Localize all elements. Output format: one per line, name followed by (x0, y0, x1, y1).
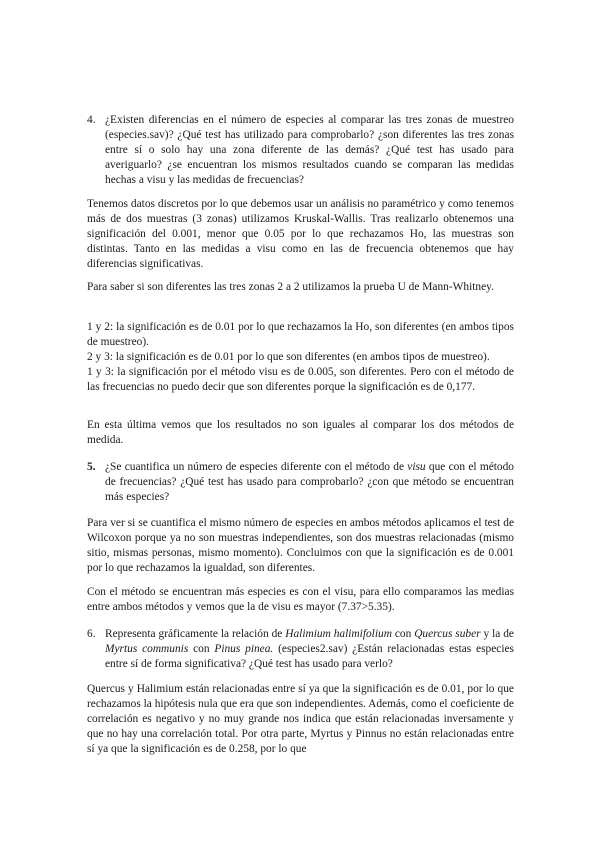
species-myrtus-communis: Myrtus communis (105, 643, 189, 655)
question-6 (87, 627, 514, 672)
answer-5-paragraph-1: Para ver si se cuantifica el mismo número de especies en ambos métodos aplicamos el test de Wilcoxon porque ya no son muestras independientes, son dos muestras relacionadas (mismo sitio, mismas personas, mismo momento). Concluimos con que la significación es de 0.001 por lo que rechazamos la igualdad, son diferentes. (87, 517, 514, 574)
question-6-text (105, 627, 514, 672)
answer-4-pair-2-3: 2 y 3: la significación es de 0.01 por lo que son diferentes (en ambos tipos de muestreo). (87, 351, 490, 363)
question-5 (87, 460, 514, 505)
question-4-text: ¿Existen diferencias en el número de especies al comparar las tres zonas de muestreo (especies.sav)? ¿Qué test has utilizado para comprobarlo? ¿son diferentes las tres zonas entre sí o solo hay una zona diferente de las demás? ¿Qué test has usado para averiguarlo? ¿se encuentran los mismos resultados cuando se comparan las medidas hechas a visu y las medidas de frecuencias? (105, 114, 514, 186)
answer-5-paragraph-2: Con el método se encuentran más especies es con el visu, para ello comparamos las medias entre ambos métodos y vemos que la de visu es mayor (7.37>5.35). (87, 586, 514, 613)
species-quercus-suber: Quercus suber (414, 628, 481, 640)
answer-6-paragraph-1: Quercus y Halimium están relacionadas entre sí ya que la significación es de 0.01, por lo que rechazamos la hipótesis nula que era que son independientes. Además, como el coeficiente de correlación es negativo y no muy grande nos indica que están relacionadas inversamente y que no hay una correlación total. Por otra parte, Myrtus y Pinnus no están relacionadas entre sí ya que la significación es de 0.258, por lo que (87, 683, 514, 755)
question-6-text-part: con (391, 628, 415, 640)
question-5-italic-visu: visu (407, 461, 426, 473)
question-6-text-part: con (188, 643, 215, 655)
answer-4-pairwise-results (87, 320, 514, 395)
answer-4-paragraph-4: En esta última vemos que los resultados no son iguales al comparar los dos métodos de medida. (87, 419, 514, 446)
question-5-text (105, 460, 514, 505)
question-4 (87, 113, 514, 188)
species-pinus-pinea: Pinus pinea. (214, 643, 274, 655)
question-5-text-part: que con el método de frecuencias? ¿Qué test has usado para comprobarlo? ¿con que método se encuentran más especies? (105, 461, 515, 503)
answer-4-paragraph-1: Tenemos datos discretos por lo que debemos usar un análisis no paramétrico y como tenemos más de dos muestras (3 zonas) utilizamos Kruskal-Wallis. Tras realizarlo obtenemos una significación del 0.001, menor que 0.05 por lo que rechazamos Ho, las muestras son distintas. Tanto en las medidas a visu como en las de frecuencia obtenemos que hay diferencias significativas. (87, 198, 514, 270)
question-6-text-part: (especies2.sav) ¿Están relacionadas estas especies entre sí de forma significativa? ¿Qué test has usado para verlo? (105, 643, 514, 670)
question-5-number: 5. (87, 461, 96, 473)
question-6-text-part: y la de (480, 628, 514, 640)
question-6-text-part: Representa gráficamente la relación de (105, 628, 286, 640)
answer-4-pair-1-3: 1 y 3: la significación por el método visu es de 0.005, son diferentes. Pero con el método de las frecuencias no puedo decir que son diferentes porque la significación es de 0,177. (87, 366, 514, 393)
answer-4-paragraph-2: Para saber si son diferentes las tres zonas 2 a 2 utilizamos la prueba U de Mann-Whitney. (87, 281, 494, 293)
question-4-number: 4. (87, 114, 96, 126)
question-5-text-part: ¿Se cuantifica un número de especies diferente con el método de (105, 461, 408, 473)
answer-4-pair-1-2: 1 y 2: la significación es de 0.01 por lo que rechazamos la Ho, son diferentes (en ambos tipos de muestreo). (87, 321, 514, 348)
species-halimium-halimifolium: Halimium halimifolium (285, 628, 392, 640)
question-6-number: 6. (87, 628, 96, 640)
